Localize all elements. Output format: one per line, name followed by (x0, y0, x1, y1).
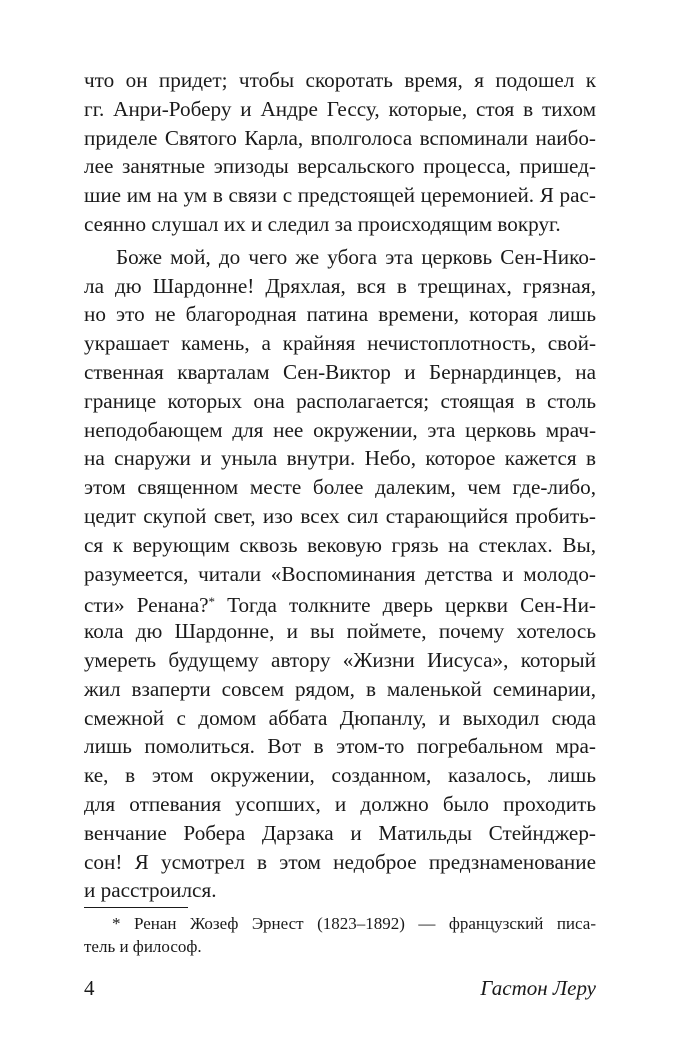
footnote-line: * Ренан Жозеф Эрнест (1823–1892) — французский писа- (112, 914, 596, 933)
text-line: венчание Робера Дарзака и Матильды Стейнджер- (84, 820, 596, 845)
text-line-with-note (84, 588, 596, 617)
text-line: украшает камень, а крайняя нечистоплотность, свой- (84, 331, 596, 356)
footnote-line: тель и философ. (84, 937, 202, 956)
text-line: смежной с домом аббата Дюпанлу, и выходил сюда (84, 705, 596, 730)
text-line: но это не благородная патина времени, которая лишь (84, 302, 596, 327)
text-line: ла дю Шардонне! Дряхлая, вся в трещинах, грязная, (84, 273, 596, 298)
text-line: гг. Анри-Роберу и Андре Гессу, которые, стоя в тихом (84, 96, 596, 121)
text-line: неподобающем для нее окружении, эта церковь мрач- (84, 417, 596, 442)
text-line: на снаружи и уныла внутри. Небо, которое кажется в (84, 446, 596, 471)
text-line: для отпевания усопших, и должно было проходить (84, 791, 596, 816)
running-title: Гастон Леру (480, 976, 596, 1000)
main-text (84, 66, 596, 905)
text-line: ке, в этом окружении, созданном, казалось, лишь (84, 763, 596, 788)
text-line: разумеется, читали «Воспоминания детства и молодо- (84, 561, 596, 586)
text-line: сеянно слушал их и следил за происходящим вокруг. (84, 211, 561, 236)
text-line: лишь помолиться. Вот в этом-то погребальном мра- (84, 734, 596, 759)
text-line: и расстроился. (84, 878, 217, 903)
text-line: что он придет; чтобы скоротать время, я подошел к (84, 68, 596, 92)
text-line: сон! Я усмотрел в этом недоброе предзнаменование (84, 849, 596, 874)
text-line: этом священном месте более далеким, чем где-либо, (84, 475, 596, 500)
text-line: умереть будущему автору «Жизни Иисуса», который (84, 647, 596, 672)
text-line: Боже мой, до чего же убога эта церковь Сен-Нико- (116, 244, 596, 269)
text-line: ственная кварталам Сен-Виктор и Бернардинцев, на (84, 359, 596, 384)
text-line: лее занятные эпизоды версальского процесса, пришед- (84, 154, 596, 179)
text-line: жил взаперти совсем рядом, в маленькой семинарии, (84, 676, 596, 701)
text-line: кола дю Шардонне, и вы поймете, почему хотелось (84, 619, 596, 644)
text-line: приделе Святого Карла, вполголоса вспоминали наибо- (84, 125, 596, 150)
text-fragment: Тогда толкните дверь церкви Сен-Ни- (227, 593, 596, 618)
page-number: 4 (84, 976, 95, 1000)
footnote (84, 912, 596, 958)
footnote-reference[interactable]: * (208, 594, 215, 610)
text-line: цедит скупой свет, изо всех сил старающийся пробить- (84, 503, 596, 528)
text-fragment: сти» Ренана? (84, 593, 209, 618)
text-line: шие им на ум в связи с предстоящей церемонией. Я рас- (84, 183, 596, 208)
text-line: границе которых она располагается; стоящая в столь (84, 388, 596, 413)
text-line: ся к верующим сквозь вековую грязь на стеклах. Вы, (84, 532, 596, 557)
footnote-divider (84, 907, 188, 908)
